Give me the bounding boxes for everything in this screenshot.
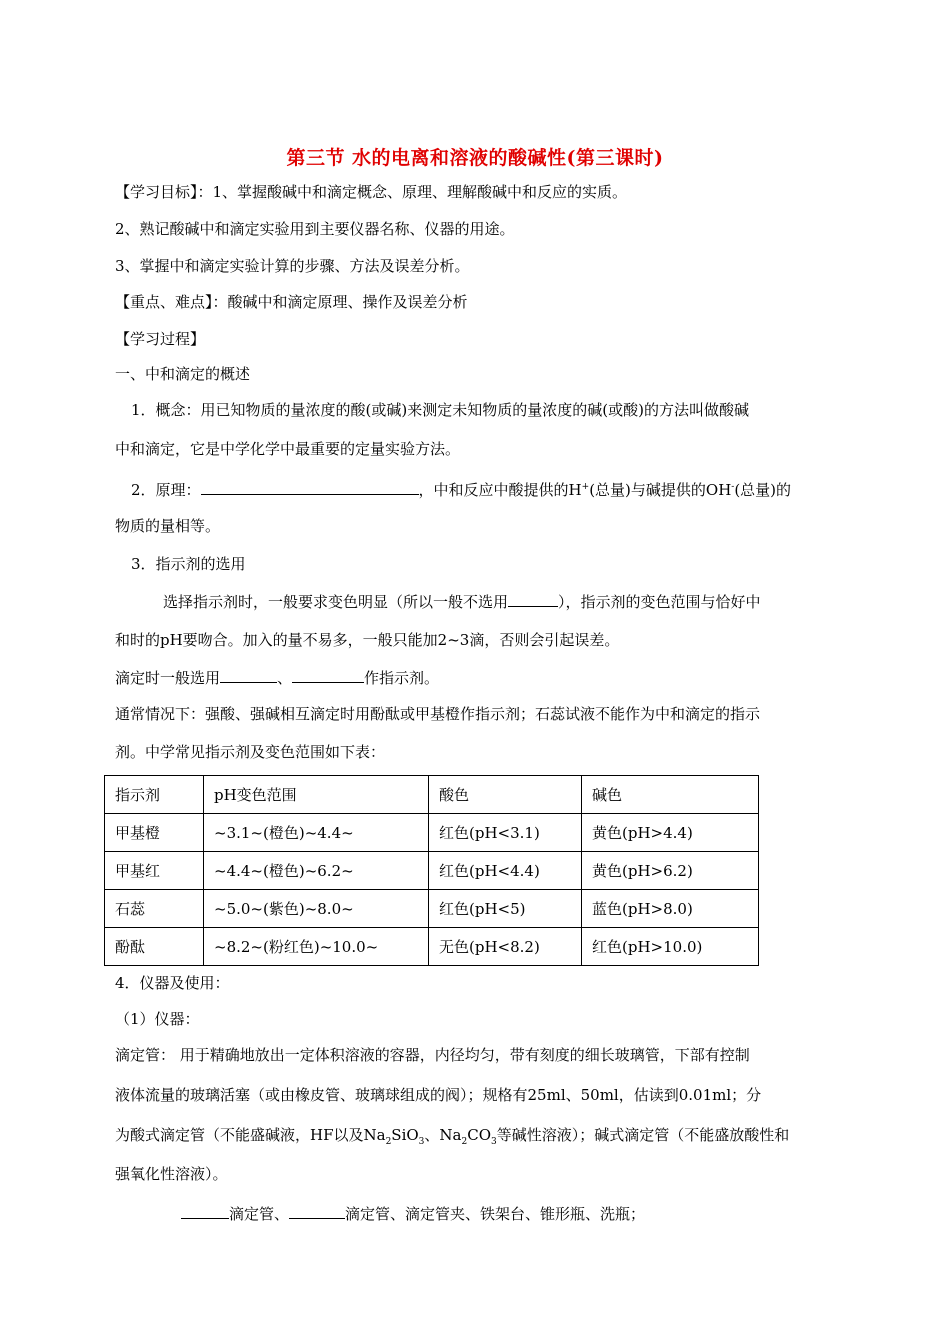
h-superscript: + — [581, 482, 590, 492]
page-title: 第三节 水的电离和溶液的酸碱性(第三课时) — [286, 147, 664, 169]
table-row — [105, 814, 759, 852]
table-cell: 无色(pH<8.2) — [429, 928, 582, 966]
burette-line-2: 液体流量的玻璃活塞（或由橡皮管、玻璃球组成的阀）；规格有25ml、50ml，估读到0.01ml；分 — [115, 1086, 762, 1104]
burette-type-blank-1[interactable] — [181, 1203, 229, 1219]
indicator-para-line-2: 和时的pH要吻合。加入的量不易多，一般只能加2~3滴，否则会引起误差。 — [115, 631, 620, 649]
subscript: 3 — [418, 1137, 425, 1147]
burette-line-1: 滴定管： 用于精确地放出一定体积溶液的容器，内径均匀，带有刻度的细长玻璃管，下部有控制 — [115, 1046, 750, 1064]
table-cell: 黄色(pH>6.2) — [582, 852, 759, 890]
objectives-line-1 — [115, 182, 627, 202]
subscript: 2 — [461, 1137, 468, 1147]
burette-line-3 — [115, 1125, 789, 1152]
burette-text-a: 为酸式滴定管（不能盛碱液，HF以及Na — [115, 1126, 386, 1144]
burette-text-b: SiO — [391, 1126, 419, 1144]
principle-line-1 — [131, 477, 791, 500]
table-header-cell: pH变色范围 — [204, 776, 429, 814]
table-cell: 黄色(pH>4.4) — [582, 814, 759, 852]
table-header-cell: 酸色 — [429, 776, 582, 814]
instruments-text-a: 滴定管、 — [229, 1205, 290, 1223]
table-cell: 蓝色(pH>8.0) — [582, 890, 759, 928]
burette-line-4: 强氧化性溶液）。 — [115, 1165, 228, 1183]
section1-heading: 一、中和滴定的概述 — [115, 365, 251, 383]
table-cell: 酚酞 — [105, 928, 204, 966]
instruments-text-b: 滴定管、滴定管夹、铁架台、锥形瓶、洗瓶； — [345, 1205, 646, 1223]
principle-text-b: (总量)与碱提供的OH — [589, 481, 732, 499]
table-cell: ~5.0~(紫色)~8.0~ — [204, 890, 429, 928]
indicator-choice-text-a: 滴定时一般选用 — [115, 669, 221, 687]
burette-text-d: CO — [467, 1126, 491, 1144]
table-header-cell: 指示剂 — [105, 776, 204, 814]
objectives-heading: 【学习目标】： — [115, 183, 213, 201]
table-cell: 红色(pH<4.4) — [429, 852, 582, 890]
concept-line-2: 中和滴定，它是中学化学中最重要的定量实验方法。 — [115, 440, 461, 458]
key-points-line — [115, 292, 468, 312]
table-cell: 甲基橙 — [105, 814, 204, 852]
usual-line-2: 剂。中学常见指示剂及变色范围如下表： — [115, 743, 386, 761]
indicator-para-line-1 — [163, 591, 761, 612]
indicator-avoid-blank[interactable] — [508, 591, 558, 607]
table-cell: 红色(pH>10.0) — [582, 928, 759, 966]
table-row — [105, 890, 759, 928]
principle-label: 2．原理： — [131, 481, 201, 499]
table-cell: ~3.1~(橙色)~4.4~ — [204, 814, 429, 852]
subscript: 2 — [385, 1137, 392, 1147]
oh-superscript: - — [731, 482, 735, 492]
section4-heading: 4．仪器及使用： — [115, 974, 230, 992]
indicator-para-text-a: 选择指示剂时，一般要求变色明显（所以一般不选用 — [163, 593, 509, 611]
process-heading: 【学习过程】 — [115, 330, 206, 348]
table-cell: 甲基红 — [105, 852, 204, 890]
table-cell: 石蕊 — [105, 890, 204, 928]
principle-line-2: 物质的量相等。 — [115, 517, 221, 535]
objective-item-3: 3、掌握中和滴定实验计算的步骤、方法及误差分析。 — [115, 257, 470, 275]
table-header-cell: 碱色 — [582, 776, 759, 814]
principle-text-c: (总量)的 — [734, 481, 792, 499]
indicator-choice-blank-1[interactable] — [220, 667, 277, 683]
key-points-text: 酸碱中和滴定原理、操作及误差分析 — [227, 293, 468, 311]
table-cell: ~8.2~(粉红色)~10.0~ — [204, 928, 429, 966]
concept-line-1: 1．概念：用已知物质的量浓度的酸(或碱)来测定未知物质的量浓度的碱(或酸)的方法叫做酸碱 — [131, 401, 749, 419]
indicator-para-text-b: ），指示剂的变色范围与恰好中 — [558, 593, 761, 611]
principle-text-a: ，中和反应中酸提供的H — [418, 481, 582, 499]
instruments-list-line — [181, 1203, 645, 1224]
table-row — [105, 852, 759, 890]
table-cell: 红色(pH<5) — [429, 890, 582, 928]
table-header-row — [105, 776, 759, 814]
indicator-choice-sep: 、 — [277, 669, 293, 687]
indicator-choice-line — [115, 667, 439, 688]
indicator-choice-blank-2[interactable] — [292, 667, 364, 683]
burette-text-e: 等碱性溶液）；碱式滴定管（不能盛放酸性和 — [496, 1126, 790, 1144]
indicator-choice-text-b: 作指示剂。 — [364, 669, 440, 687]
objective-item-1: 1、掌握酸碱中和滴定概念、原理、理解酸碱中和反应的实质。 — [212, 183, 628, 201]
table-cell: 红色(pH<3.1) — [429, 814, 582, 852]
indicator-table — [104, 775, 759, 966]
burette-type-blank-2[interactable] — [289, 1203, 345, 1219]
key-points-heading: 【重点、难点】： — [115, 293, 228, 311]
objective-item-2: 2、熟记酸碱中和滴定实验用到主要仪器名称、仪器的用途。 — [115, 220, 515, 238]
subscript: 3 — [491, 1137, 497, 1147]
table-row — [105, 928, 759, 966]
principle-blank[interactable] — [201, 479, 419, 495]
burette-text-c: 、Na — [424, 1126, 462, 1144]
instruments-subheading: （1）仪器： — [115, 1010, 200, 1028]
table-cell: ~4.4~(橙色)~6.2~ — [204, 852, 429, 890]
usual-line-1: 通常情况下：强酸、强碱相互滴定时用酚酞或甲基橙作指示剂；石蕊试液不能作为中和滴定的指示 — [115, 705, 761, 723]
indicator-heading: 3．指示剂的选用 — [131, 555, 246, 573]
